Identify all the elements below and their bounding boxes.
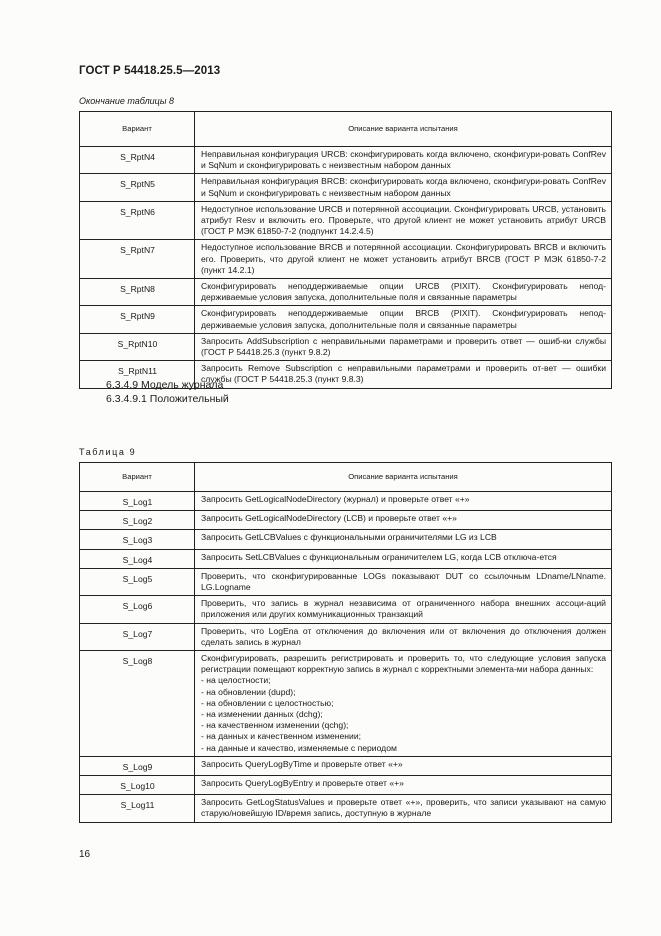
table-row bbox=[80, 549, 612, 568]
description-cell bbox=[195, 361, 612, 388]
description-text: Неправильная конфигурация BRCB: сконфигурировать когда включено, сконфигури-ровать ConfRev и SqNum и сконфигурировать с неизвестным набором данных bbox=[201, 176, 606, 198]
table-row bbox=[80, 279, 612, 306]
variant-cell: S_RptN9 bbox=[80, 306, 195, 333]
variant-cell: S_RptN7 bbox=[80, 240, 195, 279]
description-text: Недоступное использование BRCB и потерянной ассоциации. Сконфигурировать BRCB и включить его. Проверить, что другой клиент не может установить атрибут BRCB (ГОСТ Р МЭК 61850-7-2 (пункт 14.2.1) bbox=[201, 242, 606, 275]
table-row bbox=[80, 756, 612, 775]
description-text: Проверить, что LogEna от отключения до включения или от включения до отключения должен сделать запись в журнал bbox=[201, 625, 606, 647]
description-cell bbox=[195, 240, 612, 279]
table-row bbox=[80, 795, 612, 822]
variant-cell: S_RptN10 bbox=[80, 333, 195, 360]
description-cell bbox=[195, 147, 612, 174]
description-cell bbox=[195, 776, 612, 795]
description-text: Сконфигурировать неподдерживаемые опции BRCB (PIXIT). Сконфигурировать непод-держиваемые условия запуска, дополнительные поля и связанные параметры bbox=[201, 308, 606, 330]
description-text: Запросить Remove Subscription с неправильными параметрами и проверить от-вет — ошибки службы (ГОСТ Р 54418.25.3 (пункт 9.8.3) bbox=[201, 363, 606, 385]
variant-cell: S_Log1 bbox=[80, 492, 195, 511]
table-row bbox=[80, 306, 612, 333]
description-text: Сконфигурировать неподдерживаемые опции URCB (PIXIT). Сконфигурировать непод-держиваемые условия запуска, дополнительные поля и связанные параметры bbox=[201, 281, 606, 303]
variant-cell: S_Log3 bbox=[80, 530, 195, 549]
table9-caption: Таблица 9 bbox=[79, 447, 137, 457]
table-row bbox=[80, 530, 612, 549]
variant-cell: S_Log10 bbox=[80, 776, 195, 795]
description-text: Запросить QueryLogByTime и проверьте ответ «+» bbox=[201, 758, 403, 769]
description-text: Запросить GetLogStatusValues и проверьте ответ «+», проверить, что записи указывают на самую старую/новейшую ID/время запись, доступную в журнале bbox=[201, 797, 606, 819]
description-cell bbox=[195, 651, 612, 757]
description-text: Запросить GetLCBValues с функциональными ограничителями LG из LCB bbox=[201, 532, 497, 543]
variant-cell: S_Log2 bbox=[80, 511, 195, 530]
description-list-item: - на данные и качество, изменяемые с периодом bbox=[201, 742, 397, 753]
table-row bbox=[80, 201, 612, 240]
description-cell bbox=[195, 530, 612, 549]
section-heading-positive: 6.3.4.9.1 Положительный bbox=[106, 393, 229, 405]
description-text: Сконфигурировать, разрешить регистрировать и проверить то, что следующие условия запуска регистрации помещают корректную запись в журнал с корректными элемента-ми набора данных: bbox=[201, 653, 606, 675]
variant-cell: S_RptN11 bbox=[80, 361, 195, 388]
column-header-description: Описание варианта испытания bbox=[195, 463, 612, 492]
description-text: Запросить QueryLogByEntry и проверьте ответ «+» bbox=[201, 778, 404, 789]
table-header-row bbox=[80, 112, 612, 147]
column-header-variant: Вариант bbox=[80, 463, 195, 492]
description-list-item: - на обновлении с целостностью; bbox=[201, 697, 334, 708]
description-text: Запросить GetLogicalNodeDirectory (LCB) и проверьте ответ «+» bbox=[201, 513, 457, 524]
table-row bbox=[80, 240, 612, 279]
variant-cell: S_Log5 bbox=[80, 568, 195, 595]
description-cell bbox=[195, 549, 612, 568]
description-cell bbox=[195, 596, 612, 623]
table-9 bbox=[79, 462, 612, 823]
variant-cell: S_Log4 bbox=[80, 549, 195, 568]
variant-cell: S_RptN8 bbox=[80, 279, 195, 306]
description-cell bbox=[195, 174, 612, 201]
variant-cell: S_Log11 bbox=[80, 795, 195, 822]
description-text: Запросить AddSubscription с неправильными параметрами и проверить ответ — ошиб-ки службы (ГОСТ Р 54418.25.3 (пункт 9.8.2) bbox=[201, 335, 606, 358]
table-row bbox=[80, 568, 612, 595]
description-cell bbox=[195, 623, 612, 650]
table-row bbox=[80, 174, 612, 201]
description-text: Запросить GetLogicalNodeDirectory (журнал) и проверьте ответ «+» bbox=[201, 494, 470, 504]
description-cell bbox=[195, 511, 612, 530]
description-text: Неправильная конфигурация URCB: сконфигурировать когда включено, сконфигури-ровать ConfRev и SqNum и сконфигурировать с неизвестным набором данных bbox=[201, 149, 606, 171]
description-cell bbox=[195, 201, 612, 240]
variant-cell: S_RptN6 bbox=[80, 201, 195, 240]
table-8 bbox=[79, 111, 612, 389]
description-cell bbox=[195, 568, 612, 595]
variant-cell: S_Log9 bbox=[80, 756, 195, 775]
variant-cell: S_Log6 bbox=[80, 596, 195, 623]
page-number: 16 bbox=[79, 849, 91, 860]
description-cell bbox=[195, 795, 612, 822]
variant-cell: S_RptN5 bbox=[80, 174, 195, 201]
column-header-variant: Вариант bbox=[80, 112, 195, 147]
description-cell bbox=[195, 279, 612, 306]
description-text: Проверить, что сконфигурированные LOGs показывают DUT со ссылочным LDname/LNname. LG.Logname bbox=[201, 570, 606, 593]
description-cell bbox=[195, 333, 612, 360]
document-header: ГОСТ Р 54418.25.5—2013 bbox=[79, 65, 221, 77]
description-list-item: - на качественном изменении (qchg); bbox=[201, 720, 349, 731]
description-list-item: - на данных и качественном изменении; bbox=[201, 731, 362, 742]
description-text: Недоступное использование URCB и потерянной ассоциации. Сконфигурировать URCB, установить атрибут Resv и включить его. Проверьте, что другой клиент не может установить атрибут URCB (ГОСТ Р МЭК 61850-7-2 (подпункт 14.2.4.5) bbox=[201, 203, 606, 237]
table-row bbox=[80, 147, 612, 174]
section-heading-log-model: 6.3.4.9 Модель журнала bbox=[106, 379, 224, 391]
table-row bbox=[80, 596, 612, 623]
description-cell bbox=[195, 306, 612, 333]
description-cell bbox=[195, 756, 612, 775]
description-text: Запросить SetLCBValues с функциональным ограничителем LG, когда LCB отключа-ется bbox=[201, 551, 557, 562]
table-row bbox=[80, 333, 612, 360]
table-row bbox=[80, 511, 612, 530]
table-row bbox=[80, 651, 612, 757]
variant-cell: S_RptN4 bbox=[80, 147, 195, 174]
table-row bbox=[80, 623, 612, 650]
variant-cell: S_Log8 bbox=[80, 651, 195, 757]
table-header-row bbox=[80, 463, 612, 492]
column-header-description: Описание варианта испытания bbox=[195, 112, 612, 147]
table8-caption: Окончание таблицы 8 bbox=[79, 96, 174, 106]
description-cell bbox=[195, 492, 612, 511]
variant-cell: S_Log7 bbox=[80, 623, 195, 650]
description-text: Проверить, что запись в журнал независима от ограниченного набора внешних ассоци-аций приложения или других коммуникационных транзакций bbox=[201, 598, 606, 620]
table-row bbox=[80, 776, 612, 795]
description-list-item: - на изменении данных (dchg); bbox=[201, 709, 323, 720]
table-row bbox=[80, 492, 612, 511]
description-list-item: - на целостности; bbox=[201, 675, 271, 686]
description-list-item: - на обновлении (dupd); bbox=[201, 686, 296, 697]
